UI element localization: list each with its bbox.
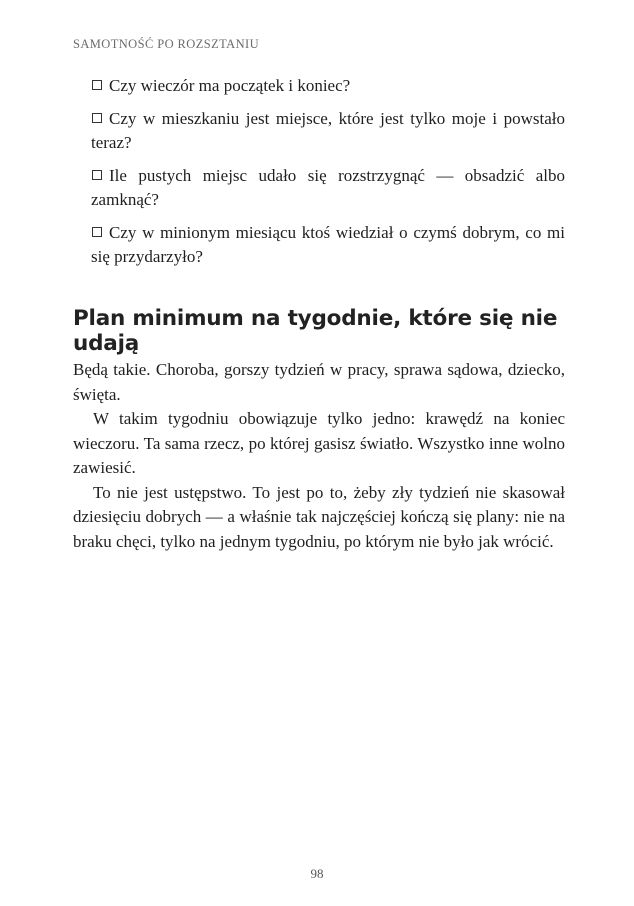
section-heading: Plan minimum na tygodnie, które się nie udają xyxy=(73,306,558,356)
checklist-item-text: Czy wieczór ma początek i koniec? xyxy=(109,76,351,95)
checklist-item-text: Czy w minionym miesiącu ktoś wiedział o czymś dobrym, co mi się przydarzyło? xyxy=(91,223,565,266)
paragraph: To nie jest ustępstwo. To jest po to, żeby zły tydzień nie skasował dziesięciu dobrych — a właśnie tak najczęściej kończą się plany: nie na braku chęci, tylko na jednym tygodniu, po którym nie było jak wrócić. xyxy=(73,482,565,551)
checklist xyxy=(73,74,565,278)
running-header: SAMOTNOŚĆ PO ROZSZTANIU xyxy=(73,37,259,51)
checklist-item-text: Czy w mieszkaniu jest miejsce, które jest tylko moje i powstało teraz? xyxy=(91,109,565,152)
page-number: 98 xyxy=(310,866,324,881)
checklist-item xyxy=(73,164,565,212)
paragraph: Będą takie. Choroba, gorszy tydzień w pracy, sprawa sądowa, dziecko, święta. xyxy=(73,360,565,404)
checklist-item xyxy=(73,107,565,155)
checklist-item xyxy=(73,74,565,98)
body-text xyxy=(73,358,565,554)
checkbox-icon xyxy=(92,113,102,123)
paragraph: W takim tygodniu obowiązuje tylko jedno: krawędź na koniec wieczoru. Ta sama rzecz, po której gasisz światło. Wszystko inne wolno zawiesić. xyxy=(73,409,565,477)
checklist-item xyxy=(73,221,565,269)
checklist-item-text: Ile pustych miejsc udało się rozstrzygnąć — obsadzić albo zamknąć? xyxy=(91,166,565,209)
checkbox-icon xyxy=(92,170,102,180)
checkbox-icon xyxy=(92,227,102,237)
checkbox-icon xyxy=(92,80,102,90)
